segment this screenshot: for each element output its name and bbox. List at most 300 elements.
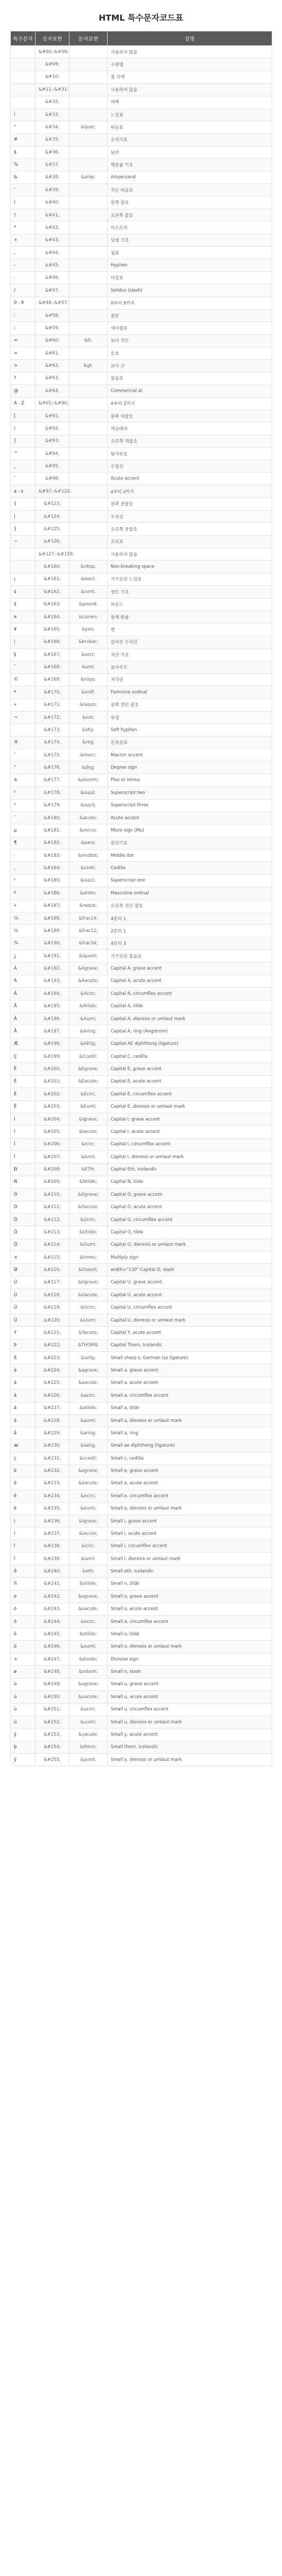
- cell-entity-code: &auml;: [69, 1414, 108, 1427]
- cell-symbol: ;: [11, 322, 36, 334]
- cell-description: Capital E, circumflex accent: [108, 1088, 272, 1100]
- cell-description: 사용하지 않음: [108, 46, 272, 58]
- cell-description: 느낌표: [108, 108, 272, 121]
- cell-symbol: $: [11, 146, 36, 159]
- cell-description: Middle dot: [108, 850, 272, 862]
- table-row: [11, 334, 272, 347]
- cell-description: Capital O, grave accent: [108, 1189, 272, 1201]
- cell-symbol: Á: [11, 975, 36, 987]
- cell-numeric-code: &#252;: [36, 1716, 69, 1728]
- cell-symbol: ü: [11, 1716, 36, 1728]
- cell-numeric-code: &#167;: [36, 649, 69, 661]
- table-row: [11, 761, 272, 774]
- cell-description: 수직선: [108, 510, 272, 522]
- table-row: [11, 1427, 272, 1439]
- table-row: [11, 1126, 272, 1138]
- cell-description: 2분의 1: [108, 925, 272, 937]
- cell-symbol: Ô: [11, 1213, 36, 1226]
- cell-symbol: Í: [11, 1126, 36, 1138]
- cell-numeric-code: &#233;: [36, 1477, 69, 1489]
- cell-description: A부터 Z까지: [108, 397, 272, 410]
- cell-entity-code: &oacute;: [69, 1603, 108, 1615]
- table-row: [11, 787, 272, 799]
- cell-description: Small a, acute accent: [108, 1377, 272, 1389]
- cell-symbol: 0 - 9: [11, 297, 36, 309]
- cell-symbol: ¿: [11, 950, 36, 962]
- cell-entity-code: &otilde;: [69, 1628, 108, 1640]
- cell-description: Small o, circumflex accent: [108, 1615, 272, 1628]
- cell-entity-code: &AElig;: [69, 1038, 108, 1050]
- cell-symbol: [11, 58, 36, 71]
- table-row: [11, 1113, 272, 1125]
- table-row: [11, 108, 272, 121]
- cell-numeric-code: &#253;: [36, 1728, 69, 1741]
- table-row: [11, 1012, 272, 1025]
- cell-description: 작은 따옴표: [108, 184, 272, 196]
- cell-description: 여백: [108, 96, 272, 108]
- cell-symbol: ö: [11, 1640, 36, 1653]
- table-row: [11, 1565, 272, 1578]
- cell-entity-code: [69, 83, 108, 96]
- cell-numeric-code: &#183;: [36, 850, 69, 862]
- cell-symbol: ý: [11, 1728, 36, 1741]
- cell-symbol: ¸: [11, 862, 36, 874]
- cell-description: Degree sign: [108, 761, 272, 774]
- cell-entity-code: &igrave;: [69, 1515, 108, 1527]
- table-row: [11, 1088, 272, 1100]
- table-row: [11, 1038, 272, 1050]
- cell-numeric-code: &#177;: [36, 774, 69, 786]
- cell-description: Capital O, tilde: [108, 1226, 272, 1239]
- cell-symbol: &: [11, 171, 36, 183]
- cell-symbol: a - z: [11, 485, 36, 498]
- cell-symbol: Ò: [11, 1189, 36, 1201]
- cell-symbol: µ: [11, 824, 36, 837]
- cell-description: width="130" Capital O, slash: [108, 1264, 272, 1276]
- cell-entity-code: [69, 410, 108, 422]
- cell-description: Small i, acute accent: [108, 1528, 272, 1540]
- cell-entity-code: &Yacute;: [69, 1327, 108, 1339]
- table-row: [11, 1226, 272, 1239]
- cell-symbol: [11, 46, 36, 58]
- cell-numeric-code: &#235;: [36, 1502, 69, 1515]
- cell-description: 4분의 3: [108, 937, 272, 950]
- cell-numeric-code: &#171;: [36, 699, 69, 711]
- cell-symbol: .: [11, 272, 36, 284]
- table-row: [11, 1276, 272, 1289]
- cell-numeric-code: &#60;: [36, 334, 69, 347]
- cell-numeric-code: &#219;: [36, 1301, 69, 1314]
- table-row: [11, 247, 272, 259]
- cell-description: Small o, grave accent: [108, 1590, 272, 1603]
- cell-symbol: [11, 71, 36, 83]
- cell-symbol: õ: [11, 1628, 36, 1640]
- cell-entity-code: [69, 548, 108, 561]
- cell-symbol: *: [11, 222, 36, 234]
- cell-entity-code: &Iuml;: [69, 1151, 108, 1163]
- cell-symbol: Ë: [11, 1100, 36, 1113]
- table-row: [11, 1377, 272, 1389]
- cell-numeric-code: &#241;: [36, 1578, 69, 1590]
- cell-numeric-code: &#230;: [36, 1439, 69, 1452]
- cell-entity-code: &cent;: [69, 586, 108, 598]
- cell-numeric-code: &#192;: [36, 962, 69, 975]
- cell-numeric-code: &#198;: [36, 1038, 69, 1050]
- cell-entity-code: &aacute;: [69, 1377, 108, 1389]
- cell-symbol: ÿ: [11, 1754, 36, 1766]
- cell-description: Capital Eth, Icelandic: [108, 1163, 272, 1176]
- cell-numeric-code: &#224;: [36, 1364, 69, 1377]
- cell-symbol: Â: [11, 988, 36, 1000]
- cell-entity-code: &Atilde;: [69, 1000, 108, 1012]
- cell-numeric-code: &#237;: [36, 1528, 69, 1540]
- table-row: [11, 410, 272, 422]
- cell-description: Small thorn, Icelandic: [108, 1741, 272, 1753]
- cell-numeric-code: &#220;: [36, 1314, 69, 1326]
- cell-numeric-code: &#40;: [36, 196, 69, 209]
- cell-description: 세미콜론: [108, 322, 272, 334]
- cell-entity-code: &euml;: [69, 1502, 108, 1515]
- cell-entity-code: [69, 46, 108, 58]
- cell-symbol: ÷: [11, 1653, 36, 1666]
- cell-description: Small a, tilde: [108, 1402, 272, 1414]
- cell-entity-code: &iquest;: [69, 950, 108, 962]
- table-row: [11, 1301, 272, 1314]
- cell-numeric-code: &#204;: [36, 1113, 69, 1125]
- cell-numeric-code: &#92;: [36, 422, 69, 435]
- cell-numeric-code: &#33;: [36, 108, 69, 121]
- cell-entity-code: &curren;: [69, 611, 108, 623]
- cell-symbol: Û: [11, 1301, 36, 1314]
- cell-entity-code: &sect;: [69, 649, 108, 661]
- cell-entity-code: [69, 108, 108, 121]
- table-row: [11, 360, 272, 372]
- cell-entity-code: &plusmn;: [69, 774, 108, 786]
- cell-entity-code: [69, 297, 108, 309]
- table-row: [11, 1289, 272, 1301]
- cell-symbol: Ã: [11, 1000, 36, 1012]
- cell-entity-code: [69, 385, 108, 397]
- table-row: [11, 598, 272, 611]
- cell-numeric-code: &#45;: [36, 259, 69, 272]
- cell-numeric-code: &#36;: [36, 146, 69, 159]
- cell-description: Soft hyphen: [108, 724, 272, 736]
- table-row: [11, 1703, 272, 1716]
- cell-entity-code: [69, 222, 108, 234]
- table-row: [11, 284, 272, 297]
- cell-numeric-code: &#172;: [36, 711, 69, 723]
- cell-symbol: È: [11, 1063, 36, 1075]
- table-row: [11, 1050, 272, 1063]
- table-row: [11, 196, 272, 209]
- cell-numeric-code: &#196;: [36, 1012, 69, 1025]
- cell-symbol: î: [11, 1540, 36, 1552]
- cell-entity-code: [69, 535, 108, 548]
- cell-description: Capital A, acute accent: [108, 975, 272, 987]
- cell-entity-code: &deg;: [69, 761, 108, 774]
- cell-numeric-code: &#194;: [36, 988, 69, 1000]
- cell-description: Small sharp s, German (sz ligature): [108, 1352, 272, 1364]
- table-row: [11, 146, 272, 159]
- table-row: [11, 222, 272, 234]
- cell-numeric-code: &#193;: [36, 975, 69, 987]
- cell-entity-code: &uuml;: [69, 1716, 108, 1728]
- cell-symbol: {: [11, 498, 36, 510]
- table-row: [11, 975, 272, 987]
- cell-symbol: ò: [11, 1590, 36, 1603]
- table-row: [11, 1578, 272, 1590]
- table-row: [11, 724, 272, 736]
- cell-symbol: !: [11, 108, 36, 121]
- cell-numeric-code: &#126;: [36, 535, 69, 548]
- table-row: [11, 799, 272, 811]
- cell-numeric-code: &#186;: [36, 887, 69, 900]
- table-row: [11, 422, 272, 435]
- cell-entity-code: [69, 498, 108, 510]
- cell-symbol: ù: [11, 1678, 36, 1690]
- cell-numeric-code: &#249;: [36, 1678, 69, 1690]
- table-row: [11, 1213, 272, 1226]
- table-row: [11, 297, 272, 309]
- cell-symbol: ê: [11, 1490, 36, 1502]
- cell-numeric-code: &#212;: [36, 1213, 69, 1226]
- table-row: [11, 96, 272, 108]
- cell-numeric-code: &#187;: [36, 900, 69, 912]
- cell-description: Multiply sign: [108, 1251, 272, 1264]
- cell-symbol: Ú: [11, 1289, 36, 1301]
- cell-numeric-code: &#123;: [36, 498, 69, 510]
- cell-description: 문단기호: [108, 837, 272, 849]
- cell-symbol: ß: [11, 1352, 36, 1364]
- cell-description: Masculine ordinal: [108, 887, 272, 900]
- cell-entity-code: &nbsp;: [69, 561, 108, 573]
- cell-description: 쉼표: [108, 247, 272, 259]
- cell-numeric-code: &#124;: [36, 510, 69, 522]
- cell-description: Acute accent: [108, 811, 272, 824]
- table-row: [11, 184, 272, 196]
- cell-entity-code: &ucirc;: [69, 1703, 108, 1716]
- cell-description: 오른쪽 꺾인 괄호: [108, 900, 272, 912]
- cell-entity-code: &ntilde;: [69, 1578, 108, 1590]
- cell-entity-code: [69, 58, 108, 71]
- cell-description: 숫자기호: [108, 133, 272, 146]
- cell-entity-code: &shy;: [69, 724, 108, 736]
- cell-symbol: ²: [11, 787, 36, 799]
- cell-description: 오른쪽 중괄호: [108, 523, 272, 535]
- cell-description: 4분의 1: [108, 912, 272, 924]
- table-row: [11, 1754, 272, 1766]
- cell-entity-code: &gt;: [69, 360, 108, 372]
- cell-entity-code: &Ocirc;: [69, 1213, 108, 1226]
- cell-symbol: ë: [11, 1502, 36, 1515]
- cell-entity-code: [69, 422, 108, 435]
- cell-numeric-code: &#58;: [36, 309, 69, 321]
- cell-numeric-code: &#94;: [36, 448, 69, 460]
- cell-symbol: A - Z: [11, 397, 36, 410]
- table-row: [11, 1603, 272, 1615]
- cell-description: Capital A, circumflex accent: [108, 988, 272, 1000]
- cell-numeric-code: &#205;: [36, 1126, 69, 1138]
- cell-numeric-code: &#188;: [36, 912, 69, 924]
- cell-description: Small ae diphthong (ligature): [108, 1439, 272, 1452]
- table-row: [11, 586, 272, 598]
- cell-entity-code: &reg;: [69, 736, 108, 749]
- cell-entity-code: &Egrave;: [69, 1063, 108, 1075]
- cell-numeric-code: &#232;: [36, 1465, 69, 1477]
- cell-symbol: þ: [11, 1741, 36, 1753]
- cell-symbol: ¼: [11, 912, 36, 924]
- cell-symbol: [11, 561, 36, 573]
- cell-numeric-code: &#250;: [36, 1691, 69, 1703]
- cell-numeric-code: &#199;: [36, 1050, 69, 1063]
- cell-description: 거꾸로된 느낌표: [108, 573, 272, 585]
- table-row: [11, 673, 272, 686]
- cell-symbol: [11, 548, 36, 561]
- table-row: [11, 133, 272, 146]
- cell-description: 왼쪽 꺾인 괄호: [108, 699, 272, 711]
- table-row: [11, 1653, 272, 1666]
- cell-entity-code: [69, 510, 108, 522]
- cell-entity-code: &Aacute;: [69, 975, 108, 987]
- table-row: [11, 397, 272, 410]
- cell-entity-code: [69, 472, 108, 485]
- cell-numeric-code: &#223;: [36, 1352, 69, 1364]
- cell-description: Capital A, dieresis or umlaut mark: [108, 1012, 272, 1025]
- cell-description: 보다 작은: [108, 334, 272, 347]
- cell-symbol: ×: [11, 1251, 36, 1264]
- cell-description: 보다 큰: [108, 360, 272, 372]
- cell-numeric-code: &#225;: [36, 1377, 69, 1389]
- cell-description: Small c, cedilla: [108, 1452, 272, 1465]
- cell-numeric-code: &#239;: [36, 1553, 69, 1565]
- cell-entity-code: [69, 372, 108, 384]
- cell-entity-code: &Icirc;: [69, 1138, 108, 1150]
- cell-entity-code: &Igrave;: [69, 1113, 108, 1125]
- cell-numeric-code: &#42;: [36, 222, 69, 234]
- table-row: [11, 988, 272, 1000]
- cell-entity-code: [69, 209, 108, 221]
- cell-symbol: ¹: [11, 874, 36, 887]
- cell-numeric-code: &#246;: [36, 1640, 69, 1653]
- cell-numeric-code: &#218;: [36, 1289, 69, 1301]
- cell-symbol: Ç: [11, 1050, 36, 1063]
- cell-entity-code: &ccedil;: [69, 1452, 108, 1465]
- cell-entity-code: &uml;: [69, 661, 108, 673]
- table-row: [11, 774, 272, 786]
- cell-symbol: [: [11, 410, 36, 422]
- cell-entity-code: &agrave;: [69, 1364, 108, 1377]
- cell-symbol: Ì: [11, 1113, 36, 1125]
- table-row: [11, 1201, 272, 1213]
- cell-description: Capital C, cedilla: [108, 1050, 272, 1063]
- cell-description: 센트 기호: [108, 586, 272, 598]
- cell-symbol: º: [11, 887, 36, 900]
- cell-numeric-code: &#213;: [36, 1226, 69, 1239]
- cell-entity-code: &frac34;: [69, 937, 108, 950]
- cell-description: Capital A, grave accent: [108, 962, 272, 975]
- cell-entity-code: [69, 133, 108, 146]
- table-row: [11, 887, 272, 900]
- table-row: [11, 1063, 272, 1075]
- table-row: [11, 1163, 272, 1176]
- cell-symbol: Ý: [11, 1327, 36, 1339]
- cell-entity-code: &Iacute;: [69, 1126, 108, 1138]
- cell-description: Small o, slash: [108, 1666, 272, 1678]
- table-row: [11, 749, 272, 761]
- cell-symbol: +: [11, 234, 36, 246]
- cell-numeric-code: &#226;: [36, 1389, 69, 1402]
- cell-description: 현재 환율: [108, 611, 272, 623]
- cell-numeric-code: &#247;: [36, 1653, 69, 1666]
- cell-numeric-code: &#211;: [36, 1201, 69, 1213]
- table-row: [11, 171, 272, 183]
- table-row: [11, 1314, 272, 1326]
- table-row: [11, 272, 272, 284]
- cell-description: Non-breaking space: [108, 561, 272, 573]
- cell-numeric-code: &#234;: [36, 1490, 69, 1502]
- cell-symbol: ³: [11, 799, 36, 811]
- cell-symbol: %: [11, 159, 36, 171]
- cell-entity-code: &sup1;: [69, 874, 108, 887]
- table-row: [11, 736, 272, 749]
- cell-numeric-code: &#165;: [36, 623, 69, 636]
- cell-symbol: [11, 724, 36, 736]
- cell-description: Division sign: [108, 1653, 272, 1666]
- cell-description: Small u, acute accent: [108, 1691, 272, 1703]
- cell-numeric-code: &#248;: [36, 1666, 69, 1678]
- cell-entity-code: &ETH;: [69, 1163, 108, 1176]
- cell-description: Capital A, ring (Angstrom): [108, 1025, 272, 1038]
- cell-entity-code: [69, 196, 108, 209]
- cell-symbol: :: [11, 309, 36, 321]
- table-row: [11, 1402, 272, 1414]
- cell-description: 콜론: [108, 309, 272, 321]
- table-row: [11, 472, 272, 485]
- table-row: [11, 1327, 272, 1339]
- cell-symbol: ^: [11, 448, 36, 460]
- cell-symbol: Æ: [11, 1038, 36, 1050]
- cell-symbol: [11, 83, 36, 96]
- cell-numeric-code: &#125;: [36, 523, 69, 535]
- cell-symbol: ¶: [11, 837, 36, 849]
- cell-description: Small o, tilde: [108, 1628, 272, 1640]
- cell-description: 달러: [108, 146, 272, 159]
- cell-description: 마침표: [108, 272, 272, 284]
- table-row: [11, 962, 272, 975]
- cell-numeric-code: &#00;-&#08;: [36, 46, 69, 58]
- cell-entity-code: &ocirc;: [69, 1615, 108, 1628]
- table-row: [11, 824, 272, 837]
- table-row: [11, 234, 272, 246]
- cell-entity-code: &egrave;: [69, 1465, 108, 1477]
- table-row: [11, 372, 272, 384]
- table-row: [11, 1251, 272, 1264]
- cell-entity-code: [69, 397, 108, 410]
- cell-numeric-code: &#62;: [36, 360, 69, 372]
- cell-symbol: ¨: [11, 661, 36, 673]
- cell-symbol: ´: [11, 811, 36, 824]
- cell-entity-code: &icirc;: [69, 1540, 108, 1552]
- cell-entity-code: &ecirc;: [69, 1490, 108, 1502]
- cell-symbol: ô: [11, 1615, 36, 1628]
- cell-numeric-code: &#174;: [36, 736, 69, 749]
- cell-entity-code: [69, 71, 108, 83]
- cell-entity-code: &iexcl;: [69, 573, 108, 585]
- cell-description: Small y, acute accent: [108, 1728, 272, 1741]
- cell-entity-code: &ograve;: [69, 1590, 108, 1603]
- cell-symbol: â: [11, 1389, 36, 1402]
- cell-description: Small eth, Icelandic: [108, 1565, 272, 1578]
